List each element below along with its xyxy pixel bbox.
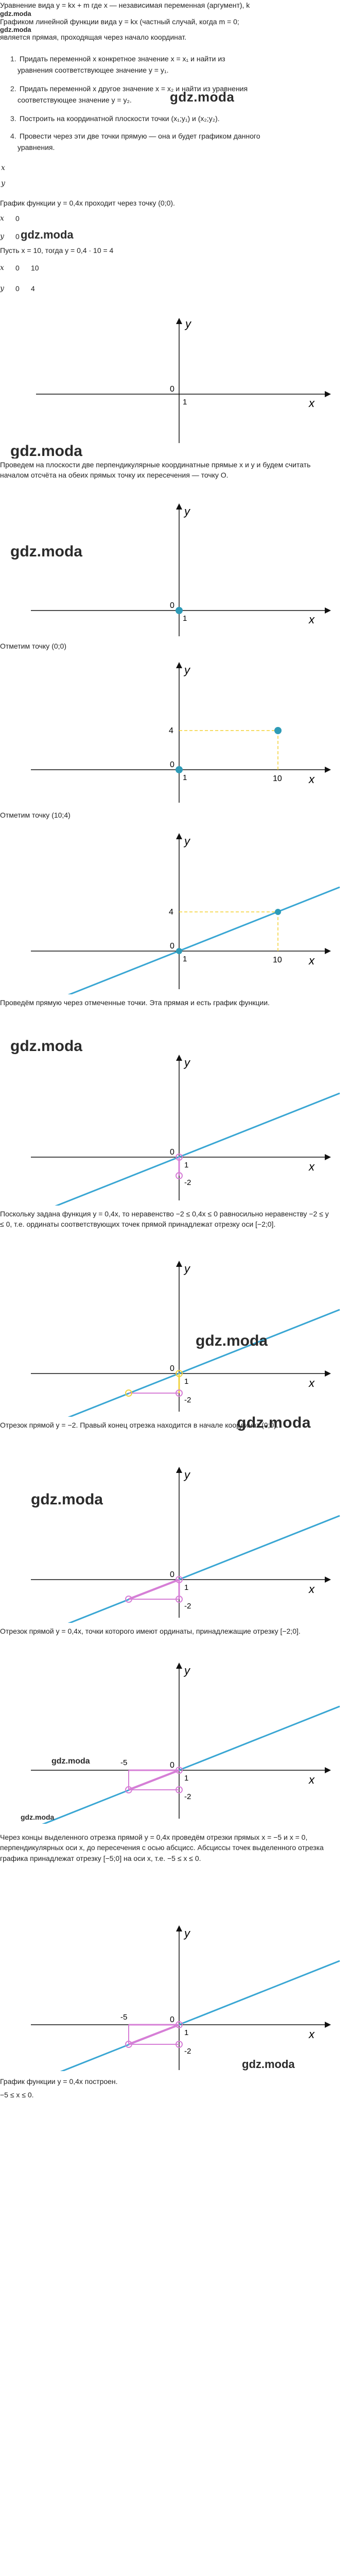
tick-label-minus-2: -2: [184, 1792, 191, 1801]
graph-line-y-04x: [21, 1961, 340, 2071]
graph-line: [0, 824, 350, 994]
step-number: 1.: [10, 55, 16, 63]
step-text: Придать переменной x конкретное значение x = x₁ и найти из: [19, 55, 225, 63]
watermark: gdz.moda: [0, 26, 31, 33]
graph-segment-left: [0, 1453, 350, 1623]
tick-label-minus-2: -2: [184, 1602, 191, 1611]
tick-label-4: 4: [169, 726, 173, 735]
unit-label: 1: [184, 1583, 189, 1592]
origin-label: 0: [170, 1570, 174, 1579]
watermark: gdz.moda: [21, 228, 74, 241]
y-axis-label: y: [184, 664, 190, 676]
mark-10-4-caption: Отметим точку (10;4): [0, 811, 71, 819]
step-number: 3.: [10, 114, 16, 123]
coordinate-plane: [0, 653, 350, 808]
final-line: График функции y = 0,4x построен.: [0, 2077, 118, 2086]
table-cell: 4: [31, 284, 35, 293]
x-axis-label: x: [309, 1377, 314, 1389]
highlighted-segment: [129, 1770, 179, 1790]
left-paragraph: Отрезок прямой y = 0,4x, точки которого имеют ординаты, принадлежащие отрезку [−2;0].: [0, 1627, 301, 1635]
unit-label: 1: [183, 955, 187, 963]
graph-projection: [0, 1654, 350, 1824]
unit-label: 1: [183, 398, 187, 406]
x-axis-label: x: [309, 397, 314, 410]
graph-line-y-04x: [31, 887, 340, 994]
point-origin: [176, 766, 183, 773]
tick-label-10: 10: [273, 774, 282, 783]
var-y: y: [1, 179, 5, 188]
coordinate-plane: [0, 304, 350, 459]
origin-label: 0: [170, 760, 174, 769]
graph-intersection: [0, 1247, 350, 1417]
step-4: [10, 131, 340, 141]
watermark: gdz.moda: [196, 1332, 268, 1349]
tick-label-minus-5: -5: [120, 2013, 128, 2022]
watermark: gdz.moda: [10, 443, 82, 459]
axes-paragraph: Проведем на плоскости две перпендикулярные координатные прямые x и y и будем считать началом отсчёта на обеих прямых точку их пересечения — точку O.: [0, 461, 311, 480]
watermark: gdz.moda: [170, 89, 235, 105]
y-axis-label: y: [184, 1927, 190, 1940]
graph-minus-two: [0, 1036, 350, 1206]
coordinate-plane: [0, 1036, 350, 1206]
step-3: [10, 113, 340, 124]
coordinate-plane: [0, 1654, 350, 1824]
line-paragraph: Проведём прямую через отмеченные точки. Эта прямая и есть график функции.: [0, 998, 270, 1007]
tick-label-minus-2: -2: [184, 1178, 191, 1187]
step-text: уравнения соответствующее значение y = y₁.: [18, 66, 169, 74]
line-through-origin: График функции y = 0,4x проходит через точку (0;0).: [0, 199, 175, 207]
coordinate-plane: [0, 1906, 350, 2071]
x-axis-label: x: [309, 1160, 314, 1173]
table-cell: 10: [31, 263, 39, 272]
highlighted-segment: [129, 2025, 179, 2044]
step-text: Построить на координатной плоскости точки (x₁;y₁) и (x₂;y₂).: [19, 114, 220, 123]
graph-point-10-4: [0, 653, 350, 808]
step-text: Провести через эти две точки прямую — она и будет графиком данного: [19, 132, 260, 140]
y-axis-label: y: [184, 835, 190, 848]
final-inequality: −5 ≤ x ≤ 0.: [0, 2091, 34, 2099]
x-axis-label: x: [309, 954, 314, 967]
origin-label: 0: [170, 601, 174, 610]
point-10-4: [274, 727, 282, 734]
project-paragraph: Через концы выделенного отрезка прямой y = 0,4x проведём отрезки прямых x = −5 и x = 0, перпендикулярных оси x, до пересечения с осью абсцисс. Абсциссы точек выделенного отрезка графика принадлежат отрезку [−5;0] на оси x, т.е. −5 ≤ x ≤ 0.: [0, 1833, 324, 1862]
graph-line-y-04x: [31, 1093, 340, 1206]
step-1-cont: [18, 65, 347, 75]
graph-origin: [0, 495, 350, 639]
x-axis-label: x: [309, 2028, 314, 2041]
coordinate-plane: [0, 1453, 350, 1623]
tick-label-minus-2: -2: [184, 2047, 191, 2056]
tick-label-10: 10: [273, 956, 282, 964]
point-origin: [176, 607, 183, 614]
table-cell: x: [0, 214, 4, 223]
watermark: gdz.moda: [10, 1038, 82, 1055]
x-axis-label: x: [309, 1773, 314, 1786]
highlighted-segment: [129, 1580, 179, 1599]
y-axis-label: y: [184, 1664, 190, 1677]
step-4-cont: [18, 142, 347, 152]
point-origin: [176, 948, 182, 954]
table-2: [0, 258, 72, 299]
step-number: 2.: [10, 84, 16, 93]
table-cell: 0: [15, 214, 20, 223]
step-1: [10, 54, 340, 64]
watermark: gdz.moda: [10, 543, 82, 560]
step-number: 4.: [10, 132, 16, 140]
tick-label-minus-2: -2: [184, 1396, 191, 1404]
point-10-4: [275, 909, 281, 915]
unit-label: 1: [184, 1161, 189, 1170]
origin-label: 0: [170, 2015, 174, 2024]
unit-label: 1: [184, 1377, 189, 1386]
mark-origin-caption: Отметим точку (0;0): [0, 642, 66, 650]
step-text: соответствующее значение y = y₂.: [18, 96, 132, 104]
y-axis-label: y: [185, 317, 191, 330]
watermark: gdz.moda: [242, 2058, 295, 2071]
step-text: уравнения.: [18, 143, 55, 151]
x-axis-label: x: [309, 1583, 314, 1596]
watermark: gdz.moda: [31, 1491, 103, 1508]
coordinate-plane: [0, 495, 350, 639]
table-cell: y: [0, 284, 4, 293]
watermark: gdz.moda: [51, 1757, 90, 1766]
intro-line-1: Уравнение вида y = kx + m где x — независимая переменная (аргумент), k: [0, 1, 250, 9]
x-axis-label: x: [309, 773, 314, 786]
table-cell: x: [0, 263, 4, 272]
watermark: gdz.moda: [237, 1414, 311, 1431]
origin-label: 0: [170, 1761, 174, 1770]
unit-label: 1: [183, 773, 187, 782]
unit-label: 1: [183, 614, 187, 623]
intro-line-2: Графиком линейной функции вида y = kx (частный случай, когда m = 0;: [0, 18, 239, 26]
x-axis-label: x: [309, 613, 314, 626]
origin-label: 0: [170, 1364, 174, 1373]
y-axis-label: y: [184, 1262, 190, 1275]
table-cell: 0: [15, 232, 20, 241]
let-x-10: Пусть x = 10, тогда y = 0,4 · 10 = 4: [0, 246, 114, 255]
unit-label: 1: [184, 1774, 189, 1783]
var-x: x: [1, 164, 5, 172]
table-cell: y: [0, 232, 4, 241]
unit-label: 1: [184, 2028, 189, 2037]
origin-label: 0: [170, 385, 174, 394]
intro-line-3: является прямая, проходящая через начало координат.: [0, 33, 187, 41]
y-axis-label: y: [184, 1056, 190, 1069]
y-axis-label: y: [184, 505, 190, 518]
y-axis-label: y: [184, 1468, 190, 1481]
coordinate-plane: [0, 1247, 350, 1417]
watermark: gdz.moda: [21, 1813, 55, 1821]
condition-paragraph: Поскольку задана функция y = 0,4x, то неравенство −2 ≤ 0,4x ≤ 0 равносильно неравенству −2 ≤ y ≤ 0, т.е. ординаты соответствующих точек прямой принадлежат отрезку оси [−2;0].: [0, 1210, 329, 1229]
segment-paragraph: Отрезок прямой y = −2. Правый конец отрезка находится в начале координат (0;0).: [0, 1421, 278, 1429]
watermark: gdz.moda: [0, 10, 31, 18]
tick-label-minus-5: -5: [120, 1758, 128, 1767]
origin-label: 0: [170, 942, 174, 951]
graph-final: [0, 1906, 350, 2576]
coordinate-plane: [0, 824, 350, 994]
origin-label: 0: [170, 1148, 174, 1157]
table-cell: 0: [15, 284, 20, 293]
graph-axes: [0, 304, 350, 459]
table-cell: 0: [15, 263, 20, 272]
step-text: Придать переменной x другое значение x = x₂ и найти из уравнения: [19, 84, 248, 93]
tick-label-4: 4: [169, 908, 173, 917]
